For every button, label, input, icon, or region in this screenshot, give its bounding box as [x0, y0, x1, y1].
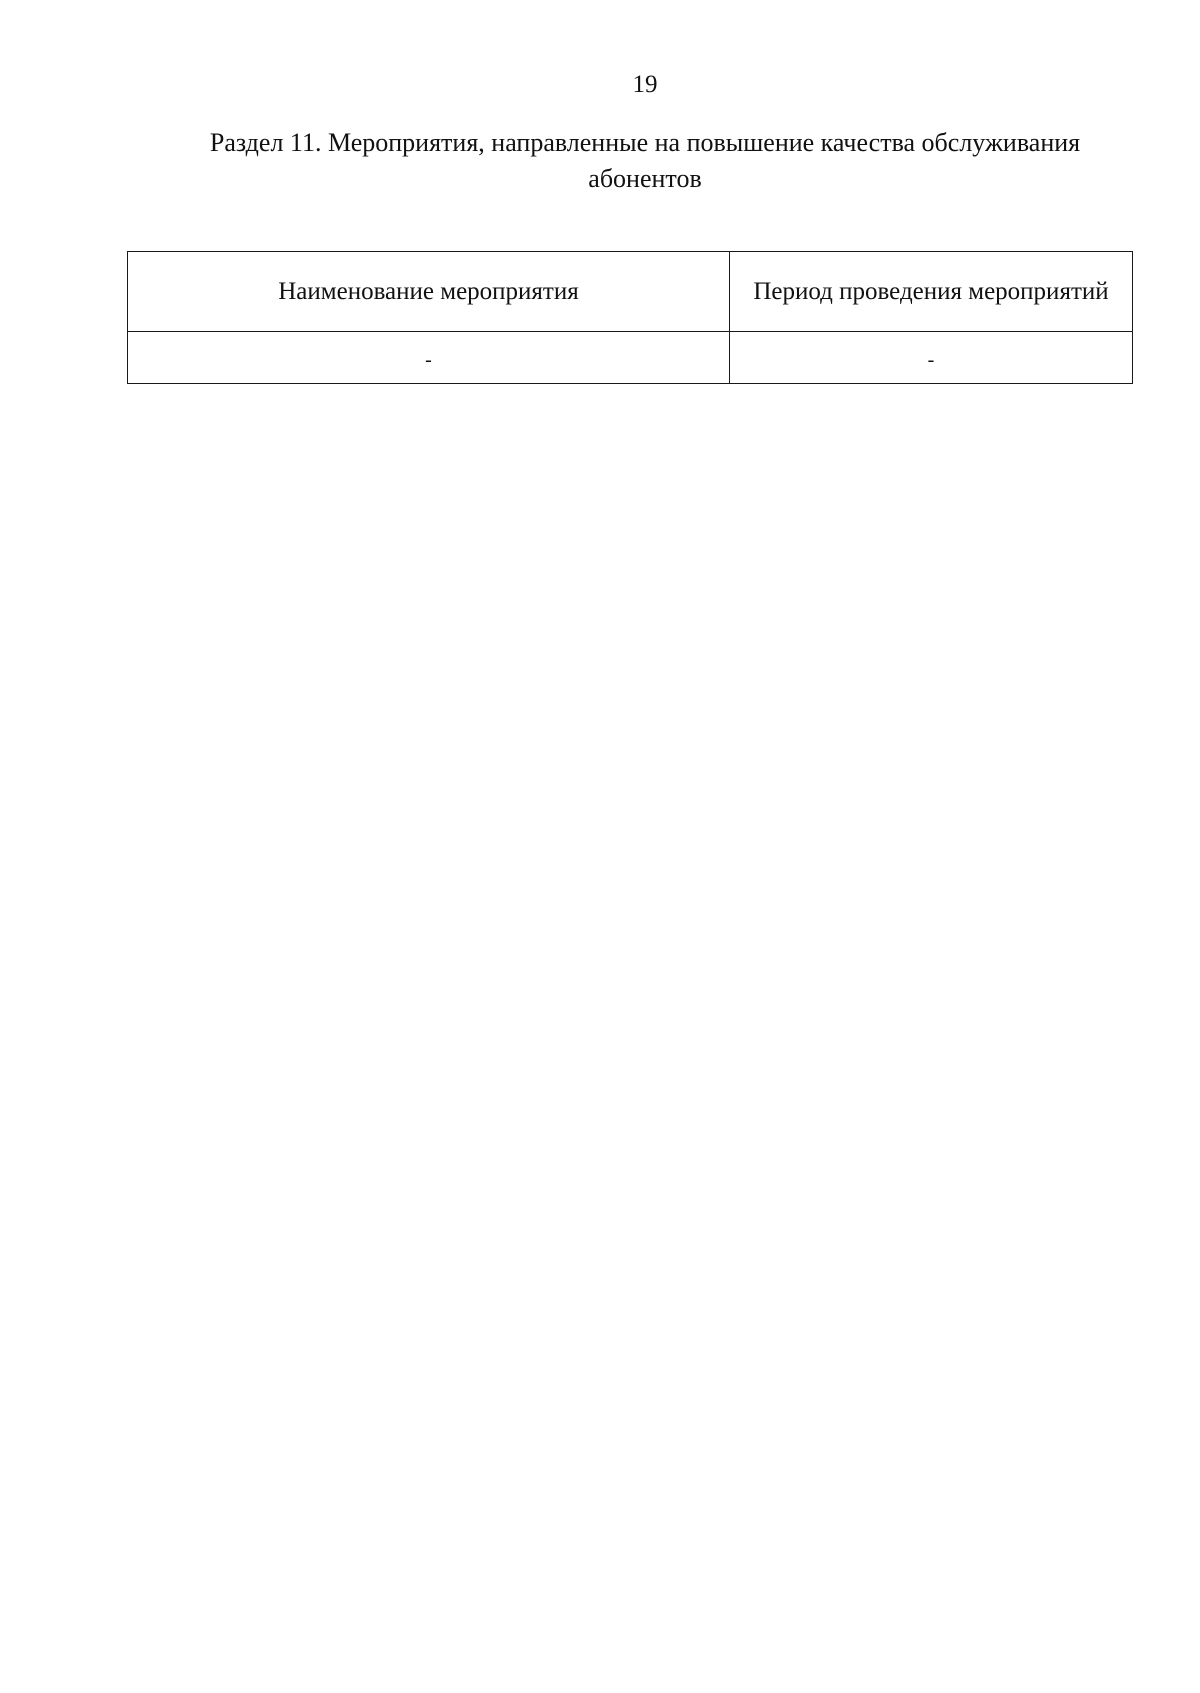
section-title-line-2: абонентов — [588, 164, 702, 193]
page-number: 19 — [632, 71, 658, 98]
table-cell-activity-period — [730, 332, 1133, 384]
table-row — [128, 332, 1133, 384]
table-cell-activity-name — [128, 332, 730, 384]
section-title-line-1: Раздел 11. Мероприятия, направленные на повышение качества обслуживания — [209, 128, 1081, 157]
section-title — [150, 125, 1140, 197]
activities-table — [127, 251, 1133, 384]
column-header-activity-name: Наименование мероприятия — [128, 252, 730, 332]
cell-value: - — [425, 349, 432, 371]
column-header-activity-period: Период проведения мероприятий — [730, 252, 1133, 332]
table-header-row — [128, 252, 1133, 332]
cell-value: - — [927, 349, 935, 371]
